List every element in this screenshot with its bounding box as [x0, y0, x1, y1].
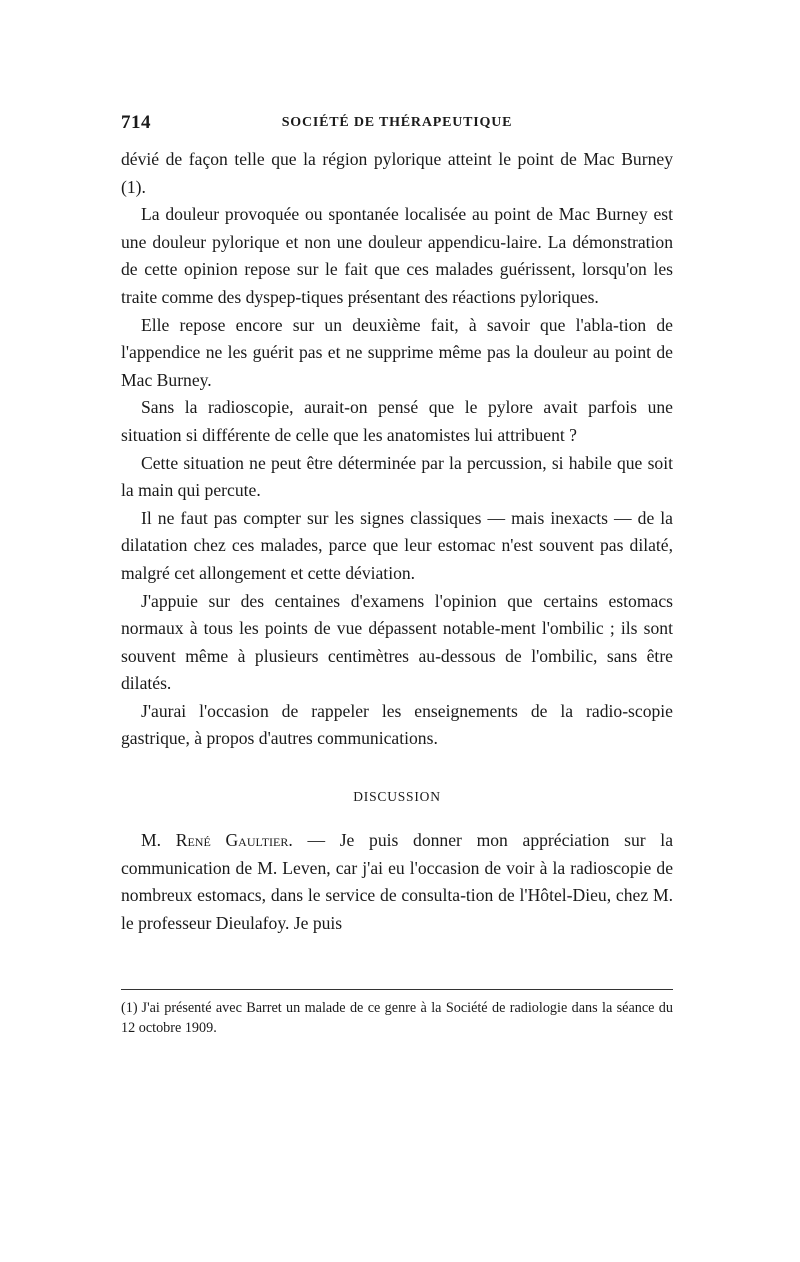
- body-text: [121, 146, 673, 937]
- discussion-heading: DISCUSSION: [353, 789, 441, 805]
- book-page: [121, 112, 673, 937]
- paragraph: dévié de façon telle que la région pylorique atteint le point de Mac Burney (1).: [121, 149, 673, 197]
- footnote-text: J'ai présenté avec Barret un malade de ce genre à la Société de radiologie dans la séance du 12 octobre 1909.: [121, 1000, 673, 1036]
- running-head: [121, 112, 673, 138]
- discussion-text: — Je puis donner mon appréciation sur la communication de M. Leven, car j'ai eu l'occasion de voir à la radioscopie de nombreux estomacs, dans le service de consulta-tion de l'Hôtel-Dieu, chez M. le professeur Dieulafoy. Je puis: [121, 830, 674, 933]
- paragraph: J'aurai l'occasion de rappeler les enseignements de la radio-scopie gastrique, à propos d'autres communications.: [121, 700, 673, 749]
- footnote-mark: (1): [121, 1000, 138, 1016]
- speaker-name: M. René Gaultier.: [141, 830, 293, 851]
- paragraph: Cette situation ne peut être déterminée par la percussion, si habile que soit la main qui percute.: [121, 452, 673, 501]
- paragraph: Elle repose encore sur un deuxième fait, à savoir que l'abla-tion de l'appendice ne les guérit pas et ne supprime même pas la douleur au point de Mac Burney.: [121, 314, 673, 390]
- paragraph: Sans la radioscopie, aurait-on pensé que le pylore avait parfois une situation si différente de celle que les anatomistes lui attribuent ?: [121, 397, 673, 445]
- running-title: SOCIÉTÉ DE THÉRAPEUTIQUE: [281, 115, 513, 130]
- discussion-paragraph: [121, 827, 673, 937]
- paragraph: La douleur provoquée ou spontanée localisée au point de Mac Burney est une douleur pylorique et non une douleur appendicu-laire. La démonstration de cette opinion repose sur le fait que ces malades guérissent, lorsqu'on les traite comme des dyspep-tiques présentant des réactions pyloriques.: [121, 204, 673, 307]
- footnote: [121, 998, 673, 1038]
- paragraph: Il ne faut pas compter sur les signes classiques — mais inexacts — de la dilatation chez ces malades, parce que leur estomac n'est souvent pas dilaté, malgré cet allongement et cette déviation.: [121, 507, 673, 583]
- footnote-rule: [121, 989, 673, 990]
- paragraph: J'appuie sur des centaines d'examens l'opinion que certains estomacs normaux à tous les points de vue dépassent notable-ment l'ombilic ; ils sont souvent même à plusieurs centimètres au-dessous de l'ombilic, sans être dilatés.: [121, 590, 673, 694]
- page-number: 714: [121, 112, 151, 133]
